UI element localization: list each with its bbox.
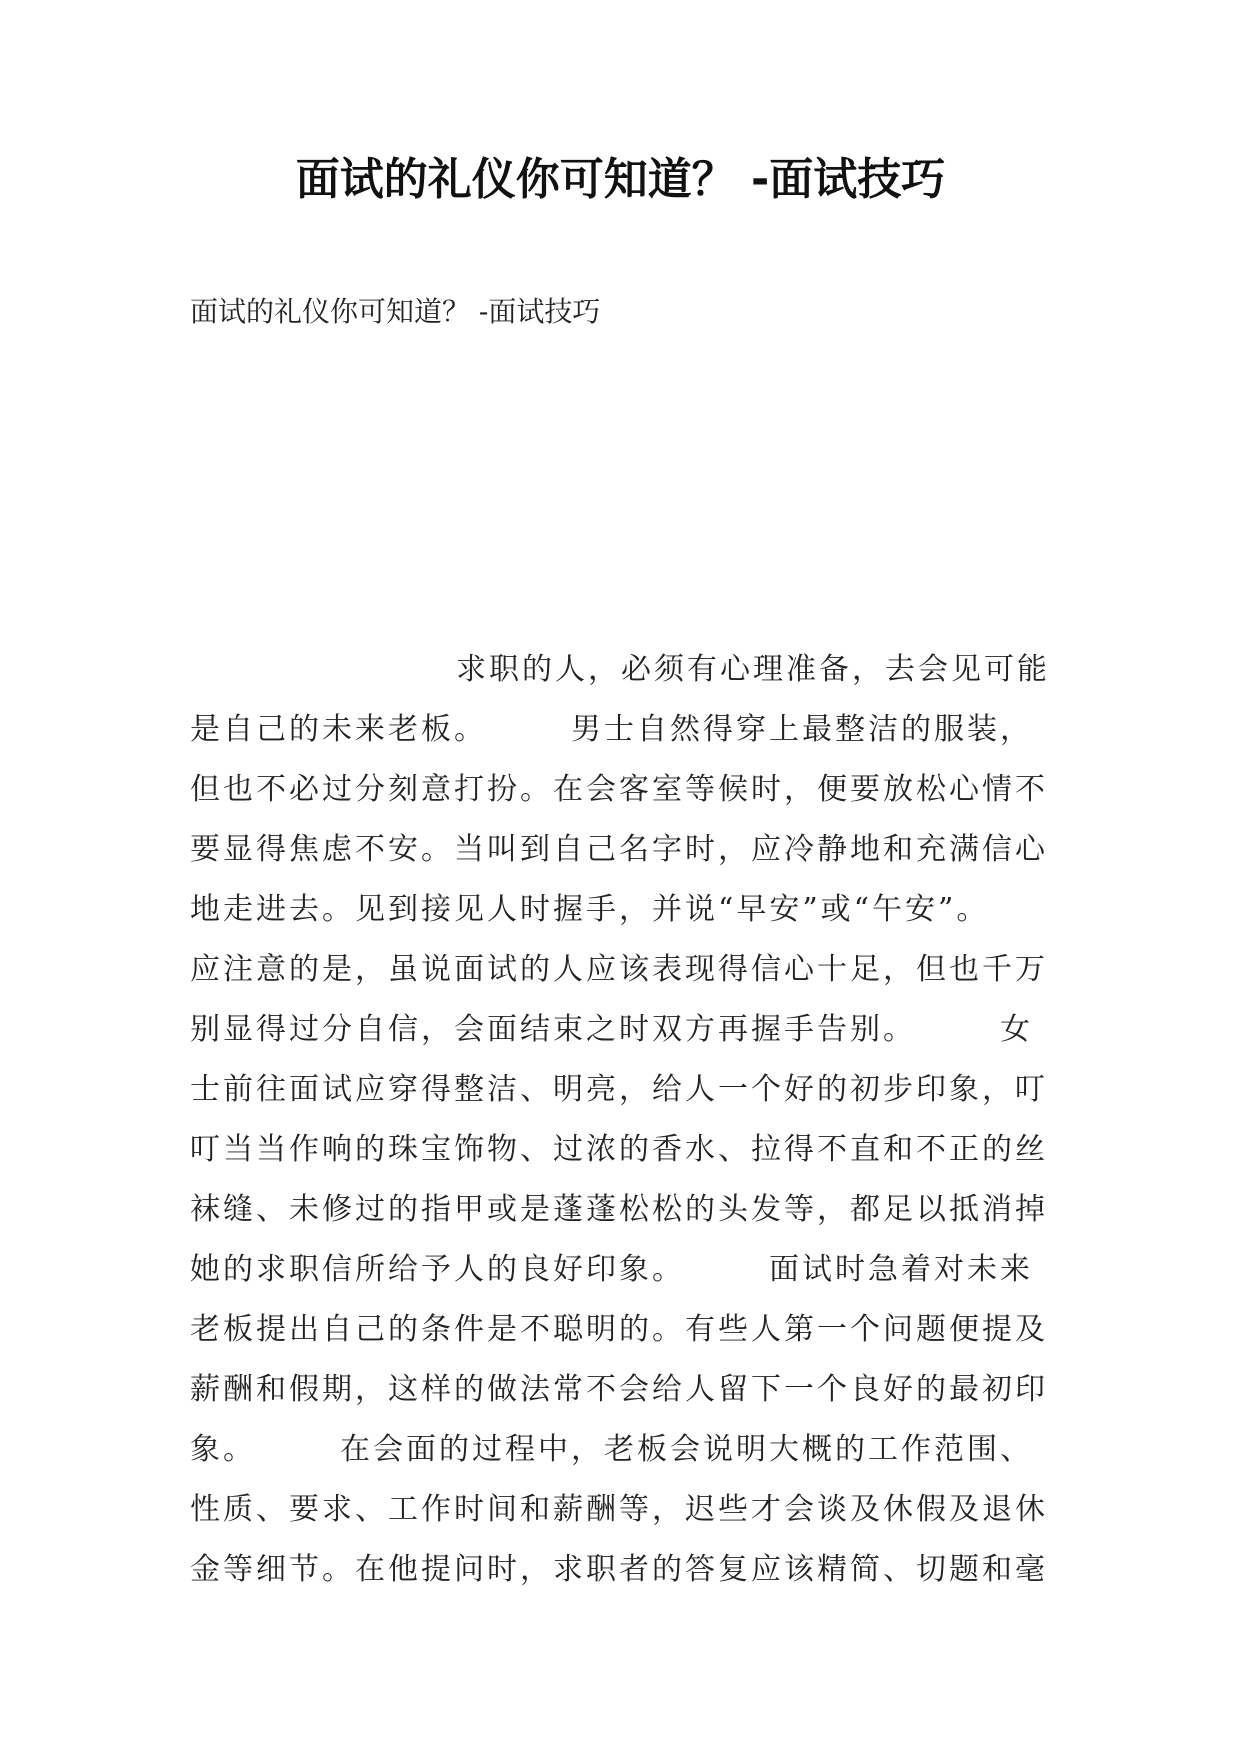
- document-subtitle: 面试的礼仪你可知道？ -面试技巧: [190, 295, 601, 328]
- body-line: 求职的人，必须有心理准备，去会见可能: [456, 652, 1050, 687]
- body-line: 象。 在会面的过程中，老板会说明大概的工作范围、: [190, 1432, 1033, 1467]
- body-line: 袜缝、未修过的指甲或是蓬蓬松松的头发等，都足以抵消掉: [190, 1192, 1048, 1227]
- body-line: 金等细节。在他提问时，求职者的答复应该精简、切题和毫: [190, 1552, 1048, 1587]
- document-body: [190, 640, 1050, 1600]
- body-line: 要显得焦虑不安。当叫到自己名字时，应冷静地和充满信心: [190, 832, 1048, 867]
- body-line: 老板提出自己的条件是不聪明的。有些人第一个问题便提及: [190, 1312, 1048, 1347]
- body-line: 地走进去。见到接见人时握手，并说“早安”或“午安”。: [190, 892, 990, 927]
- document-title: 面试的礼仪你可知道？ -面试技巧: [295, 154, 946, 205]
- body-line: 性质、要求、工作时间和薪酬等，迟些才会谈及休假及退休: [190, 1492, 1048, 1527]
- body-line: 是自己的未来老板。 男士自然得穿上最整洁的服装，: [190, 712, 1033, 747]
- body-line: 但也不必过分刻意打扮。在会客室等候时，便要放松心情不: [190, 772, 1048, 807]
- body-line: 别显得过分自信，会面结束之时双方再握手告别。 女: [190, 1012, 1033, 1047]
- body-line: 应注意的是，虽说面试的人应该表现得信心十足，但也千万: [190, 952, 1048, 987]
- body-line: 叮当当作响的珠宝饰物、过浓的香水、拉得不直和不正的丝: [190, 1132, 1048, 1167]
- body-line: 士前往面试应穿得整洁、明亮，给人一个好的初步印象，叮: [190, 1072, 1048, 1107]
- body-line: 薪酬和假期，这样的做法常不会给人留下一个良好的最初印: [190, 1372, 1048, 1407]
- body-line: 她的求职信所给予人的良好印象。 面试时急着对未来: [190, 1252, 1033, 1287]
